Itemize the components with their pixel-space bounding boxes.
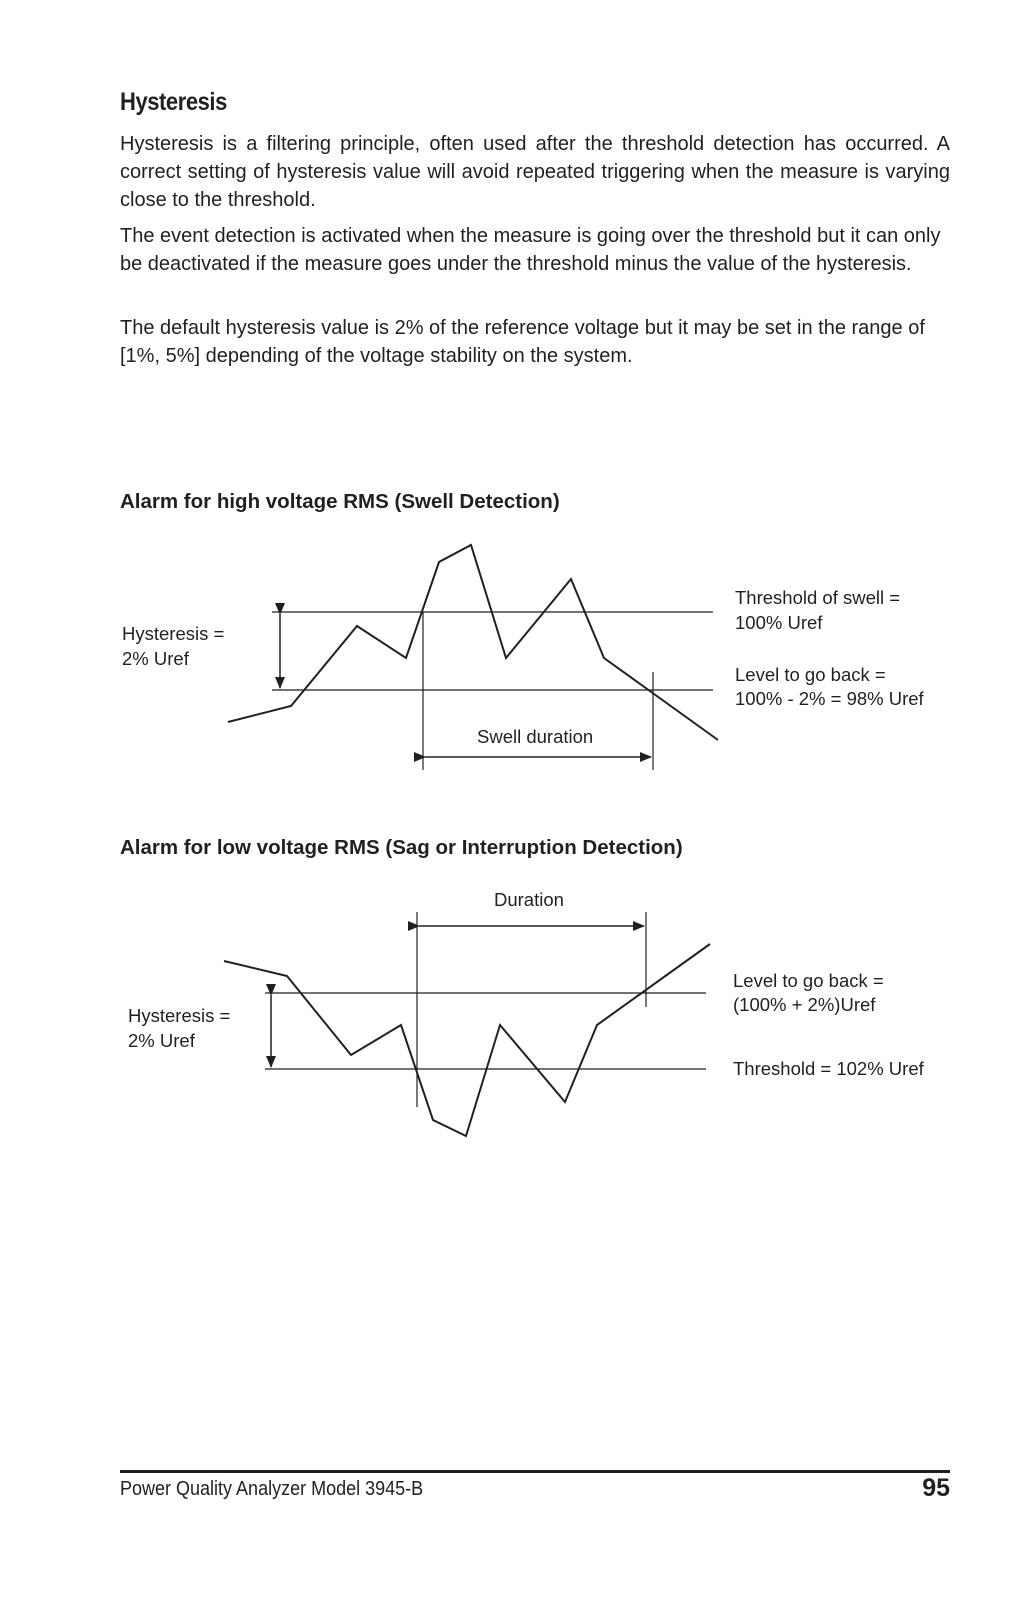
sag-threshold-label: Threshold = 102% Uref — [733, 1058, 924, 1079]
swell-duration-label: Swell duration — [477, 726, 594, 747]
paragraph-hysteresis-definition: Hysteresis is a filtering principle, often used after the threshold detection has occurred. A correct setting of hysteresis value will avoid repeated triggering when the measure is varying close to the threshold. — [120, 133, 950, 211]
footer-rule — [120, 1470, 950, 1473]
paragraph-event-detection: The event detection is activated when the measure is going over the threshold but it can only be deactivated if the measure goes under the threshold minus the value of the hysteresis. — [120, 225, 941, 275]
swell-hysteresis-label-1: Hysteresis = — [122, 623, 225, 644]
footer-document-title: Power Quality Analyzer Model 3945-B — [120, 1478, 424, 1500]
swell-goback-label-2: 100% - 2% = 98% Uref — [735, 688, 924, 709]
paragraph-default-value: The default hysteresis value is 2% of the reference voltage but it may be set in the range of [1%, 5%] depending of the voltage stability on the system. — [120, 317, 925, 367]
swell-voltage-curve — [228, 545, 718, 740]
swell-goback-label-1: Level to go back = — [735, 664, 886, 685]
swell-threshold-label-1: Threshold of swell = — [735, 587, 901, 608]
sag-hysteresis-label-1: Hysteresis = — [128, 1005, 231, 1026]
sag-diagram-title: Alarm for low voltage RMS (Sag or Interruption Detection) — [120, 836, 683, 859]
sag-duration-label: Duration — [494, 889, 564, 910]
section-heading: Hysteresis — [120, 88, 227, 116]
sag-goback-label-2: (100% + 2%)Uref — [733, 994, 876, 1015]
swell-diagram — [122, 545, 925, 770]
sag-hysteresis-label-2: 2% Uref — [128, 1030, 195, 1051]
swell-hysteresis-label-2: 2% Uref — [122, 648, 189, 669]
sag-diagram — [128, 889, 925, 1136]
sag-voltage-curve — [224, 944, 710, 1136]
swell-threshold-label-2: 100% Uref — [735, 612, 823, 633]
sag-goback-label-1: Level to go back = — [733, 970, 884, 991]
page-number: 95 — [922, 1474, 950, 1502]
swell-diagram-title: Alarm for high voltage RMS (Swell Detection) — [120, 490, 560, 513]
